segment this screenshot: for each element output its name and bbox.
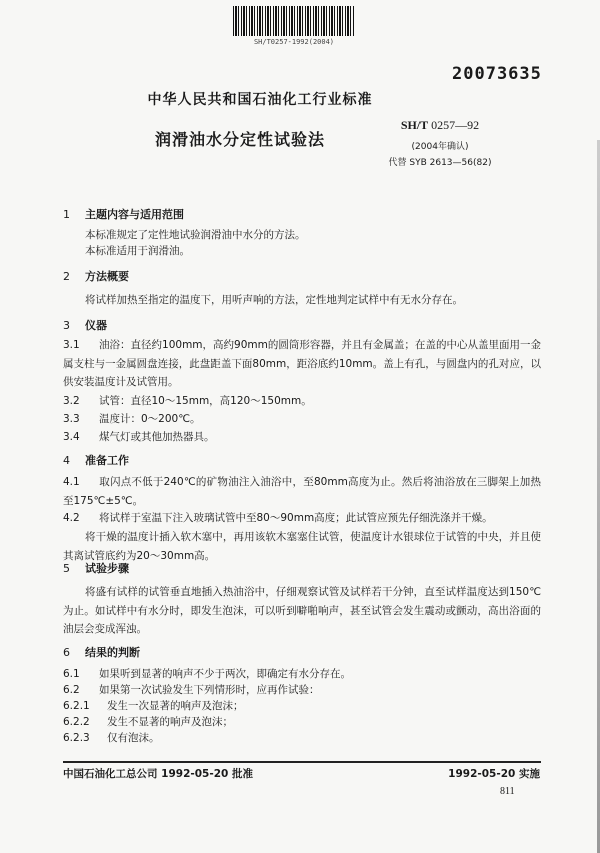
standard-code <box>380 118 500 133</box>
section-title: 试验步骤 <box>85 562 129 575</box>
clause-text: 温度计：0～200℃。 <box>99 413 201 425</box>
clause-text: 如果听到显著的响声不少于两次，即确定有水分存在。 <box>99 668 351 680</box>
clause-number: 4.1 <box>63 476 80 488</box>
section-title: 仪器 <box>85 319 107 332</box>
section-3-heading <box>63 317 107 333</box>
standard-prefix: SH/T <box>400 118 429 132</box>
approval-note: 中国石油化工总公司 1992-05-20 批准 <box>63 768 253 780</box>
clause-number: 4.2 <box>63 512 80 524</box>
section-6-heading <box>63 644 140 660</box>
barcode <box>233 6 355 36</box>
section-1-paragraph-1: 本标准规定了定性地试验润滑油中水分的方法。 <box>85 229 306 241</box>
clause-text: 油浴：直径约100mm，高约90mm的圆筒形容器，并且有金属盖；在盖的中心从盖里面用一金属支柱与一金属圆盘连接，此盘距盖下面80mm，距浴底约10mm。盖上有孔，与圆盘内的孔对应，以供安装温度计及试管用。 <box>63 339 541 388</box>
clause-text: 如果第一次试验发生下列情形时，应再作试验： <box>99 684 320 696</box>
page-number: 811 <box>500 786 515 797</box>
clause-3-1 <box>63 336 541 392</box>
clause-number: 3.4 <box>63 431 80 443</box>
clause-number: 6.2.3 <box>63 732 90 744</box>
clause-4-2 <box>63 509 541 528</box>
section-1-paragraph-2: 本标准适用于润滑油。 <box>85 245 190 257</box>
clause-4-1 <box>63 473 541 510</box>
clause-3-3 <box>63 410 541 429</box>
clause-text: 将试样于室温下注入玻璃试管中至80～90mm高度；此试管应预先仔细洗涤并干燥。 <box>99 512 493 524</box>
section-number: 5 <box>63 562 70 575</box>
clause-number: 6.2.2 <box>63 716 90 728</box>
clause-3-4 <box>63 428 541 447</box>
clause-text: 仅有泡沫。 <box>107 732 160 744</box>
clause-text: 发生不显著的响声及泡沫； <box>107 716 233 728</box>
confirmation-note: (2004年确认) <box>411 142 469 152</box>
section-number: 4 <box>63 454 70 467</box>
section-title: 主题内容与适用范围 <box>85 208 184 221</box>
effective-date: 1992-05-20 实施 <box>448 768 540 780</box>
organization-heading: 中华人民共和国石油化工行业标准 <box>147 92 373 108</box>
clause-number: 3.2 <box>63 395 80 407</box>
section-title: 方法概要 <box>85 270 129 283</box>
section-number: 3 <box>63 319 70 332</box>
clause-text: 试管：直径10～15mm，高120～150mm。 <box>99 395 312 407</box>
section-title: 准备工作 <box>85 454 129 467</box>
section-4-heading <box>63 452 129 468</box>
section-number: 2 <box>63 270 70 283</box>
footer-divider <box>63 761 541 763</box>
clause-number: 3.1 <box>63 339 80 351</box>
section-1-heading <box>63 206 184 222</box>
clause-number: 3.3 <box>63 413 80 425</box>
section-5-heading <box>63 560 129 576</box>
section-number: 6 <box>63 646 70 659</box>
section-number: 1 <box>63 208 70 221</box>
standard-number: 0257—92 <box>431 118 480 132</box>
replaces-note: 代替 SYB 2613—56(82) <box>388 158 492 168</box>
clause-number: 6.2.1 <box>63 700 90 712</box>
section-2-heading <box>63 268 129 284</box>
clause-3-2 <box>63 392 541 411</box>
document-title: 润滑油水分定性试验法 <box>154 130 325 149</box>
clause-text: 取闪点不低于240℃的矿物油注入油浴中，至80mm高度为止。然后将油浴放在三脚架上加热至175℃±5℃。 <box>63 476 541 507</box>
section-5-paragraph: 将盛有试样的试管垂直地插入热油浴中，仔细观察试管及试样若干分钟，直至试样温度达到150℃为止。如试样中有水分时，即发生泡沫，可以听到噼啪响声，甚至试管会发生震动或颤动，高出浴面的油层会变成浑浊。 <box>63 586 541 635</box>
clause-text: 煤气灯或其他加热器具。 <box>99 431 215 443</box>
document-number: 20073635 <box>452 64 542 84</box>
section-4-paragraph: 将干燥的温度计插入软木塞中，再用该软木塞塞住试管，使温度计水银球位于试管的中央，并且使其离试管底约为20～30mm高。 <box>63 531 541 562</box>
clause-6-2-3 <box>63 729 541 748</box>
section-2-paragraph: 将试样加热至指定的温度下，用听声响的方法，定性地判定试样中有无水分存在。 <box>85 294 463 306</box>
clause-number: 6.1 <box>63 668 80 680</box>
clause-text: 发生一次显著的响声及泡沫； <box>107 700 244 712</box>
barcode-text: SH/T0257-1992(2004) <box>253 38 335 46</box>
section-title: 结果的判断 <box>85 646 140 659</box>
clause-number: 6.2 <box>63 684 80 696</box>
